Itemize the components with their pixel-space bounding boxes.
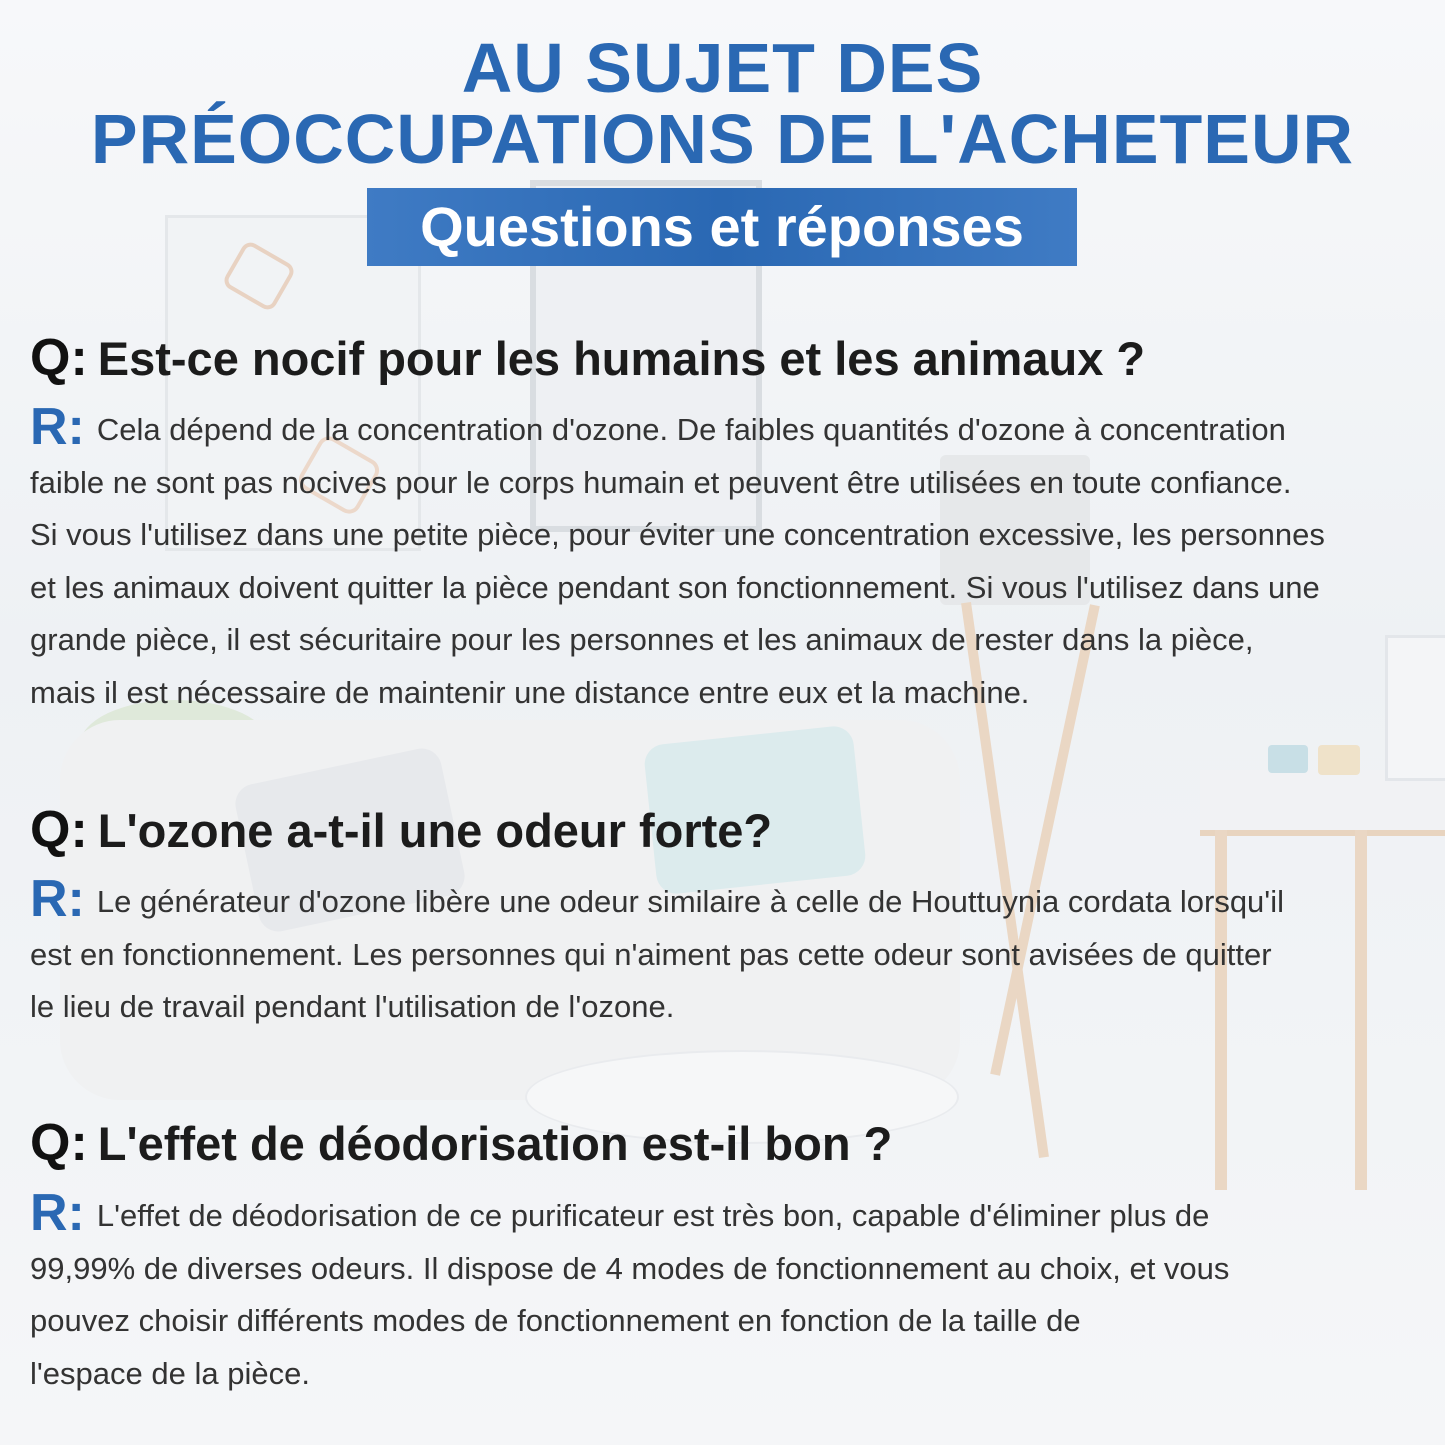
answer-line: Si vous l'utilisez dans une petite pièce, pour éviter une concentration excessive, les personnes [30, 517, 1325, 552]
answer-line: R: Le générateur d'ozone libère une odeur similaire à celle de Houttuynia cordata lorsqu'il [30, 870, 1284, 928]
r-marker: R: [30, 398, 85, 456]
r-marker: R: [30, 870, 85, 928]
answer-line: grande pièce, il est sécuritaire pour les personnes et les animaux de rester dans la pièce, [30, 622, 1254, 657]
r-marker: R: [30, 1184, 85, 1242]
answer-line: le lieu de travail pendant l'utilisation de l'ozone. [30, 989, 675, 1024]
question-3 [30, 1115, 892, 1172]
q-marker: Q: [30, 1114, 88, 1172]
answer-3 [30, 1184, 1425, 1400]
answer-2 [30, 870, 1425, 1034]
page-title-line-1: AU SUJET DES [461, 29, 984, 107]
question-text: L'effet de déodorisation est-il bon ? [97, 1117, 893, 1170]
question-2 [30, 802, 772, 859]
answer-line: 99,99% de diverses odeurs. Il dispose de 4 modes de fonctionnement au choix, et vous [30, 1250, 1230, 1286]
q-marker: Q: [30, 801, 88, 859]
page-title-line-2: PRÉOCCUPATIONS DE L'ACHETEUR [90, 100, 1355, 178]
section-banner: Questions et réponses [367, 188, 1077, 266]
answer-line: pouvez choisir différents modes de fonctionnement en fonction de la taille de [30, 1303, 1081, 1338]
question-text: Est-ce nocif pour les humains et les animaux ? [97, 332, 1146, 385]
answer-line: l'espace de la pièce. [30, 1355, 310, 1391]
answer-line: faible ne sont pas nocives pour le corps humain et peuvent être utilisées en toute confiance. [30, 464, 1292, 500]
answer-line: mais il est nécessaire de maintenir une distance entre eux et la machine. [30, 674, 1030, 710]
answer-line: et les animaux doivent quitter la pièce pendant son fonctionnement. Si vous l'utilisez dans une [30, 569, 1320, 605]
answer-line: est en fonctionnement. Les personnes qui n'aiment pas cette odeur sont avisées de quitter [30, 936, 1272, 972]
question-text: L'ozone a-t-il une odeur forte? [97, 804, 773, 857]
answer-1 [30, 398, 1425, 719]
question-1 [30, 330, 1145, 387]
q-marker: Q: [30, 329, 88, 387]
answer-line: R: L'effet de déodorisation de ce purificateur est très bon, capable d'éliminer plus de [30, 1184, 1210, 1242]
answer-line: R: Cela dépend de la concentration d'ozone. De faibles quantités d'ozone à concentration [30, 398, 1286, 456]
